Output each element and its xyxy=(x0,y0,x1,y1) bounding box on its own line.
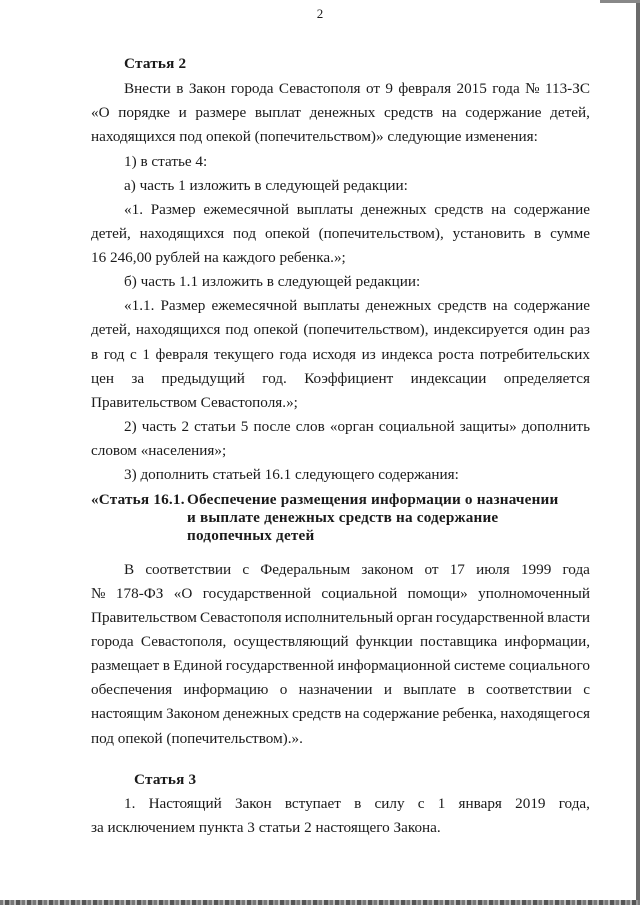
word: денежных xyxy=(223,705,289,722)
article161-label: «Статья 16.1. xyxy=(91,491,185,508)
word: индексации xyxy=(410,370,487,387)
part-a: а) часть 1 изложить в следующей редакции: xyxy=(124,177,408,194)
word: власти xyxy=(547,609,590,626)
word: предыдущий xyxy=(161,370,245,387)
word: выплат xyxy=(254,104,301,121)
word: «1.1. xyxy=(124,297,155,314)
word: города xyxy=(91,633,134,650)
scan-edge-top xyxy=(600,0,640,3)
article161-body-line xyxy=(91,657,590,675)
word: в xyxy=(354,795,362,812)
word: на xyxy=(492,297,508,314)
word: текущего xyxy=(213,346,274,363)
word: силу xyxy=(374,795,405,812)
word: года xyxy=(492,80,520,97)
word: «О xyxy=(173,585,193,602)
word: после xyxy=(253,418,291,435)
word: с xyxy=(242,561,250,578)
article161-body-line xyxy=(91,609,590,627)
article3-heading: Статья 3 xyxy=(134,771,197,788)
word: Севастополя xyxy=(278,80,361,97)
word: цен xyxy=(91,370,114,387)
word: средств xyxy=(434,201,484,218)
word: социальной xyxy=(378,418,455,435)
word: Законом xyxy=(166,705,220,722)
word: дополнить xyxy=(521,418,590,435)
word: находящихся xyxy=(139,225,225,242)
article161-body-line xyxy=(91,633,590,651)
word: средств xyxy=(383,104,434,121)
word: опекой xyxy=(253,321,299,338)
word: один xyxy=(533,321,565,338)
word: защиты» xyxy=(459,418,517,435)
word: года xyxy=(562,561,590,578)
word: соответствии xyxy=(145,561,232,578)
word: с xyxy=(583,681,590,698)
word: государственной xyxy=(202,585,311,602)
word: настоящим xyxy=(91,705,163,722)
word: выплаты xyxy=(296,201,354,218)
part11-text-line xyxy=(91,321,590,339)
word: выплаты xyxy=(303,297,360,314)
word: (попечительством), xyxy=(303,321,429,338)
word: детей, xyxy=(91,225,131,242)
word: денежных xyxy=(360,201,427,218)
word: выплате xyxy=(403,681,457,698)
word: 2 xyxy=(181,418,190,435)
word: год xyxy=(103,346,125,363)
word: роста xyxy=(438,346,475,363)
word: содержание xyxy=(362,705,440,722)
article161-title-line: и выплате денежных средств на содержание xyxy=(187,509,499,526)
word: (попечительством), xyxy=(318,225,444,242)
item2-line xyxy=(124,418,590,436)
article3-body-line xyxy=(124,795,590,813)
word: Настоящий xyxy=(148,795,222,812)
part11-text-line xyxy=(91,346,590,364)
word: в xyxy=(176,80,184,97)
word: слов xyxy=(295,418,325,435)
word: средств xyxy=(292,705,342,722)
word: установить xyxy=(452,225,526,242)
word: 2019 xyxy=(515,795,546,812)
word: 5 xyxy=(240,418,249,435)
word: Федеральным xyxy=(260,561,351,578)
item1: 1) в статье 4: xyxy=(124,153,208,170)
word: в xyxy=(91,346,99,363)
word: под xyxy=(225,321,249,338)
word: «О xyxy=(91,104,110,121)
article161-title-line: подопечных детей xyxy=(187,527,315,544)
word: под xyxy=(233,225,257,242)
article3-body-line: за исключением пункта 3 статьи 2 настоящего Закона. xyxy=(91,819,441,836)
article161-body-line: под опекой (попечительством).». xyxy=(91,730,303,747)
word: Внести xyxy=(124,80,171,97)
word: 17 xyxy=(449,561,465,578)
word: от xyxy=(424,561,439,578)
word: обеспечения xyxy=(91,681,173,698)
word: года, xyxy=(558,795,590,812)
word: поставщика xyxy=(420,633,498,650)
word: вступает xyxy=(284,795,341,812)
word: 1 xyxy=(437,795,446,812)
word: системе xyxy=(454,657,506,674)
word: социального xyxy=(508,657,590,674)
word: уполномоченный xyxy=(478,585,590,602)
word: Правительством xyxy=(91,609,197,626)
article2-intro-line xyxy=(91,104,590,122)
word: № xyxy=(525,80,540,97)
part1-text-line xyxy=(124,201,590,219)
word: опекой xyxy=(264,225,310,242)
word: города xyxy=(230,80,274,97)
part-b: б) часть 1.1 изложить в следующей редакции: xyxy=(124,273,421,290)
word: на xyxy=(491,201,507,218)
word: ежемесячной xyxy=(211,297,298,314)
word: на xyxy=(344,705,360,722)
article161-body-line xyxy=(91,705,590,723)
word: индексируется xyxy=(433,321,529,338)
word: раз xyxy=(569,321,590,338)
word: 9 xyxy=(385,80,393,97)
word: определяется xyxy=(503,370,590,387)
word: часть xyxy=(141,418,177,435)
word: сумме xyxy=(550,225,590,242)
page-number: 2 xyxy=(316,6,324,21)
part1-text-line xyxy=(91,225,590,243)
word: соответствии xyxy=(486,681,572,698)
word: Закон xyxy=(234,795,272,812)
word: находящегося xyxy=(500,705,590,722)
word: орган xyxy=(396,609,433,626)
scan-edge-right xyxy=(636,0,640,905)
word: 2) xyxy=(124,418,137,435)
word: средств xyxy=(437,297,487,314)
word: находящихся xyxy=(135,321,221,338)
word: детей, xyxy=(91,321,131,338)
word: функции xyxy=(355,633,413,650)
word: Единой xyxy=(173,657,223,674)
word: и xyxy=(178,104,187,121)
word: с xyxy=(417,795,425,812)
part11-text-line: Правительством Севастополя.»; xyxy=(91,394,298,411)
word: Коэффициент xyxy=(304,370,394,387)
word: 1 xyxy=(142,346,150,363)
word: исполнительный xyxy=(284,609,394,626)
scan-edge-bottom xyxy=(0,900,640,905)
word: потребительских xyxy=(479,346,590,363)
word: о xyxy=(279,681,288,698)
word: информационной xyxy=(337,657,451,674)
article2-heading: Статья 2 xyxy=(124,55,187,72)
word: статьи xyxy=(194,418,236,435)
word: Севастополя, xyxy=(140,633,227,650)
word: индекса xyxy=(381,346,433,363)
word: из xyxy=(361,346,376,363)
word: Севастополя xyxy=(199,609,282,626)
word: февраля xyxy=(398,80,452,97)
article161-title-line: Обеспечение размещения информации о назначении xyxy=(187,491,559,508)
article161-body-line xyxy=(91,681,590,699)
word: с xyxy=(130,346,137,363)
word: год. xyxy=(262,370,287,387)
part11-text-line xyxy=(124,297,590,315)
article161-body-line xyxy=(124,561,590,579)
word: содержание xyxy=(465,104,542,121)
word: и xyxy=(383,681,392,698)
word: назначении xyxy=(298,681,373,698)
word: в xyxy=(162,657,170,674)
word: В xyxy=(124,561,135,578)
word: информацию xyxy=(183,681,269,698)
word: 113-ЗС xyxy=(544,80,590,97)
word: Закон xyxy=(188,80,226,97)
article2-intro-line: находящихся под опекой (попечительством)» следующие изменения: xyxy=(91,128,538,145)
word: денежных xyxy=(365,297,432,314)
word: Размер xyxy=(160,297,206,314)
word: помощи» xyxy=(407,585,468,602)
article2-intro-line xyxy=(124,80,590,98)
word: 2015 xyxy=(456,80,487,97)
part11-text-line xyxy=(91,370,590,388)
word: информации, xyxy=(504,633,590,650)
word: законом xyxy=(361,561,414,578)
word: года xyxy=(279,346,307,363)
word: от xyxy=(365,80,380,97)
word: порядке xyxy=(118,104,170,121)
word: государственной xyxy=(435,609,545,626)
word: в xyxy=(534,225,542,242)
word: января xyxy=(458,795,502,812)
word: детей, xyxy=(550,104,590,121)
word: на xyxy=(441,104,457,121)
word: ребенка, xyxy=(442,705,497,722)
word: № xyxy=(91,585,106,602)
word: размере xyxy=(195,104,247,121)
word: в xyxy=(467,681,475,698)
word: денежных xyxy=(309,104,376,121)
word: размещает xyxy=(91,657,160,674)
word: государственной xyxy=(225,657,335,674)
word: 1. xyxy=(124,795,136,812)
word: июля xyxy=(476,561,510,578)
word: 178-ФЗ xyxy=(115,585,164,602)
word: ежемесячной xyxy=(203,201,290,218)
article161-body-line xyxy=(91,585,590,603)
word: осуществляющий xyxy=(233,633,349,650)
word: Размер xyxy=(150,201,196,218)
item2-line: словом «населения»; xyxy=(91,442,227,459)
word: «орган xyxy=(329,418,374,435)
part1-text-line: 16 246,00 рублей на каждого ребенка.»; xyxy=(91,249,346,266)
word: за xyxy=(131,370,145,387)
word: содержание xyxy=(513,297,590,314)
word: 1999 xyxy=(520,561,552,578)
word: социальной xyxy=(321,585,398,602)
word: исходя xyxy=(312,346,357,363)
item3: 3) дополнить статьей 16.1 следующего содержания: xyxy=(124,466,459,483)
word: содержание xyxy=(513,201,590,218)
word: «1. xyxy=(124,201,143,218)
word: февраля xyxy=(155,346,209,363)
